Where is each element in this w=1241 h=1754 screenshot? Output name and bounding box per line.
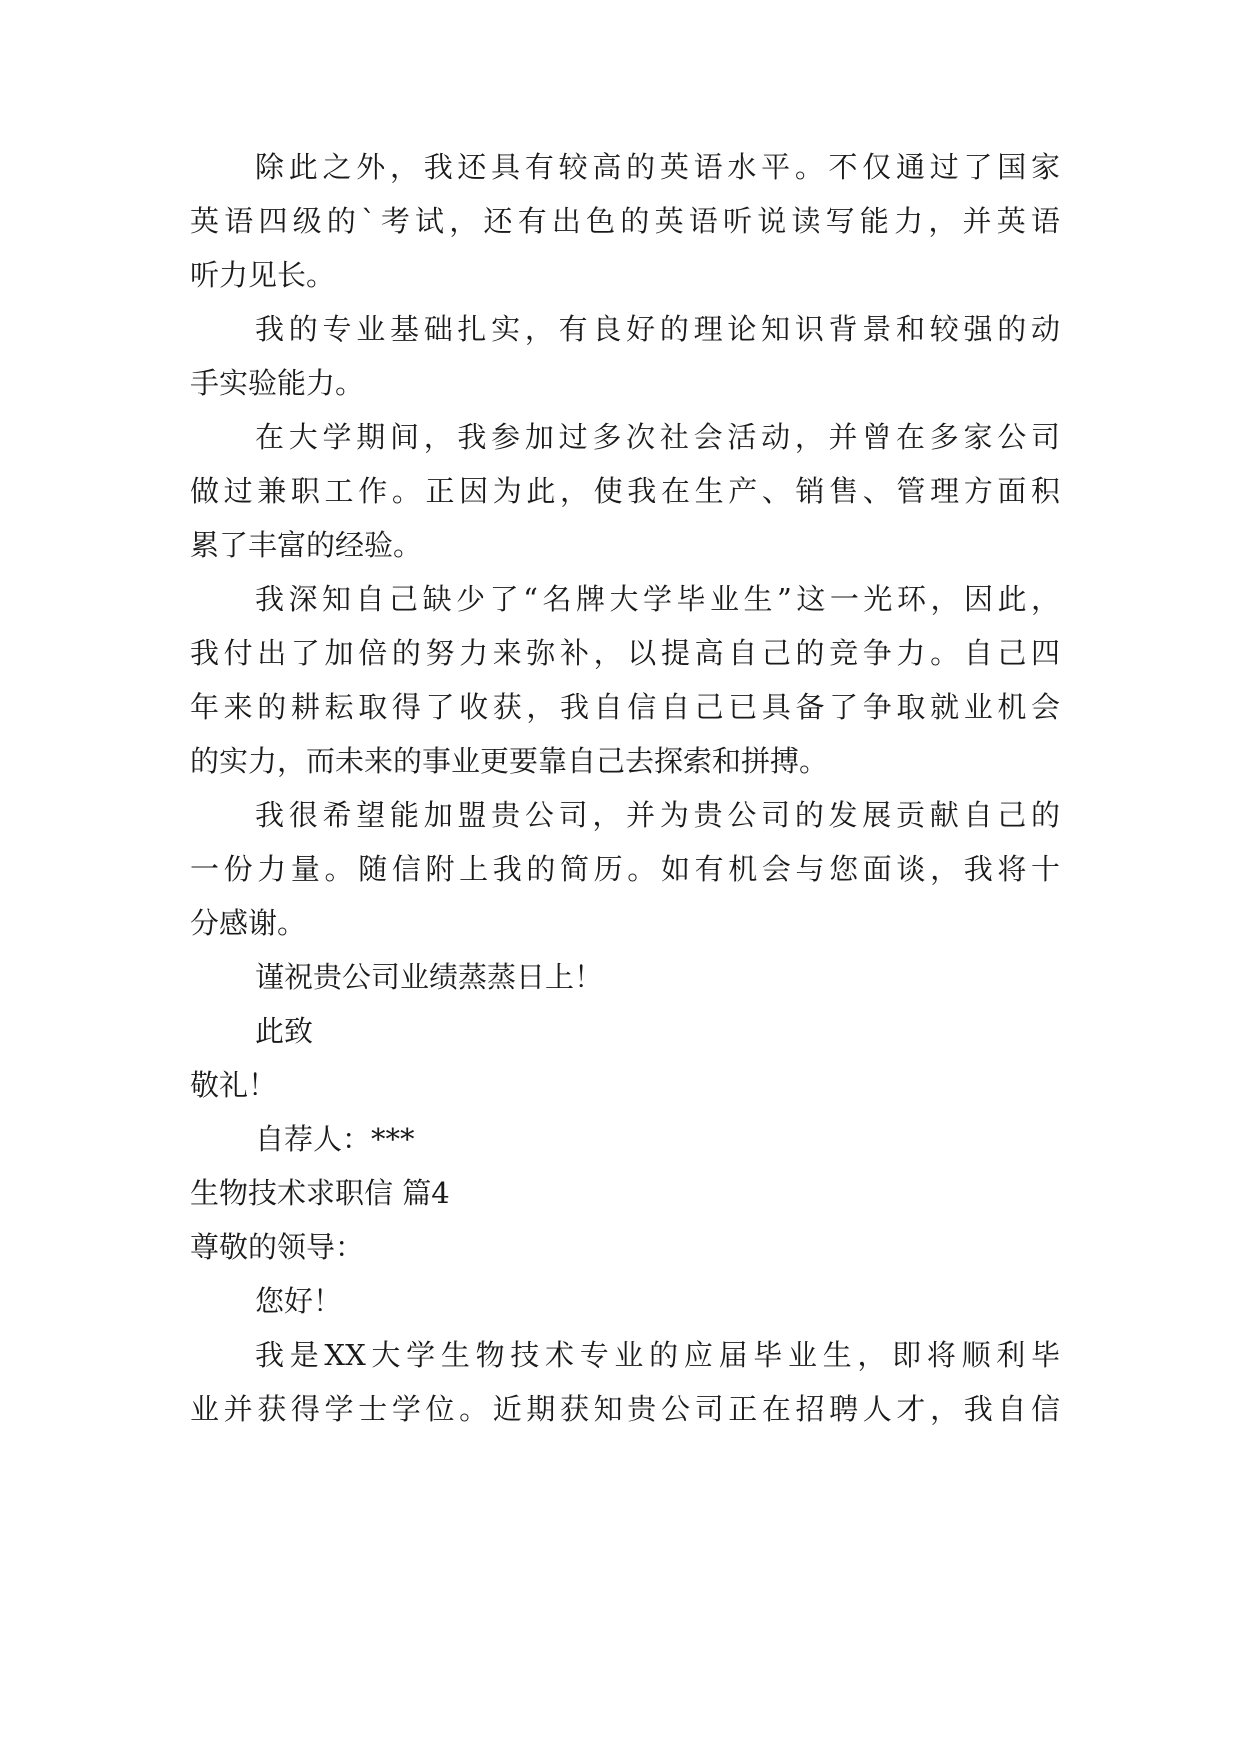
letter-greeting: 尊敬的领导： [190,1230,365,1264]
paragraph-effort-line-3: 年来的耕耘取得了收获，我自信自己已具备了争取就业机会 [190,690,1060,724]
paragraph-activities-line-2: 做过兼职工作。正因为此，使我在生产、销售、管理方面积 [190,474,1060,508]
paragraph-effort-line-1: 我深知自己缺少了“名牌大学毕业生”这一光环，因此， [255,582,1060,616]
paragraph-intro-line-2: 业并获得学士学位。近期获知贵公司正在招聘人才，我自信 [190,1392,1060,1426]
paragraph-join-line-2: 一份力量。随信附上我的简历。如有机会与您面谈，我将十 [190,852,1060,886]
paragraph-intro-line-1: 我是XX大学生物技术专业的应届毕业生，即将顺利毕 [255,1338,1060,1372]
paragraph-join-line-1: 我很希望能加盟贵公司，并为贵公司的发展贡献自己的 [255,798,1060,832]
paragraph-join-line-3: 分感谢。 [190,906,307,940]
closing-salutation: 此致 [255,1014,314,1048]
closing-regards: 敬礼！ [190,1068,278,1102]
paragraph-english-line-3: 听力见长。 [190,258,336,292]
paragraph-activities-line-3: 累了丰富的经验。 [190,528,423,562]
paragraph-effort-line-2: 我付出了加倍的努力来弥补，以提高自己的竞争力。自己四 [190,636,1060,670]
letter-hello: 您好！ [255,1284,343,1318]
paragraph-major-line-1: 我的专业基础扎实，有良好的理论知识背景和较强的动 [255,312,1060,346]
section-title: 生物技术求职信 篇4 [190,1176,450,1210]
paragraph-effort-line-4: 的实力，而未来的事业更要靠自己去探索和拼搏。 [190,744,829,778]
paragraph-activities-line-1: 在大学期间，我参加过多次社会活动，并曾在多家公司 [255,420,1060,454]
paragraph-english-line-2: 英语四级的`考试，还有出色的英语听说读写能力，并英语 [190,204,1060,238]
paragraph-english-line-1: 除此之外，我还具有较高的英语水平。不仅通过了国家 [255,150,1060,184]
paragraph-major-line-2: 手实验能力。 [190,366,365,400]
signature-line: 自荐人：*** [255,1122,415,1156]
closing-wish: 谨祝贵公司业绩蒸蒸日上！ [255,960,604,994]
